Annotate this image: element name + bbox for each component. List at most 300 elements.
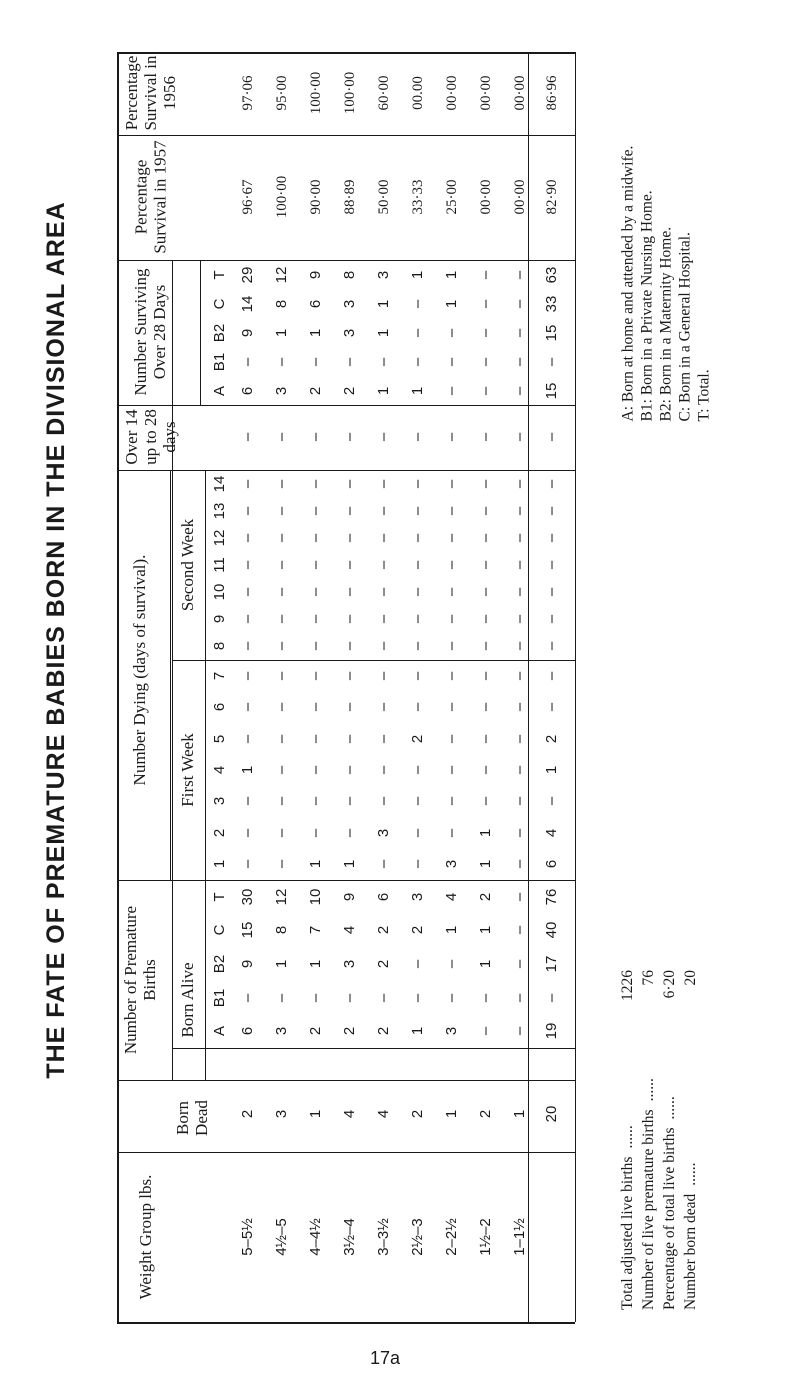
second-week-cell: – — [375, 479, 392, 488]
second-week-cell: – — [477, 506, 494, 515]
second-week-cell: – — [477, 560, 494, 570]
second-week-cell: – — [409, 479, 426, 488]
first-week-cell: – — [477, 765, 494, 775]
surviving-cell: – — [443, 357, 460, 366]
second-week-cell: – — [273, 615, 290, 624]
second-week-cell: – — [477, 587, 494, 597]
second-week-day-label: 13 — [211, 502, 228, 520]
second-week-cell: – — [443, 506, 460, 515]
born-alive-cell: 1 — [443, 926, 460, 935]
total-second-week-cell: – — [543, 642, 560, 651]
born-alive-cell: 3 — [341, 959, 358, 969]
born-alive-cell: 6 — [375, 892, 392, 901]
pct-1957-cell: 00·00 — [478, 179, 494, 215]
born-alive-cell: – — [341, 993, 358, 1002]
born-alive-cell: 6 — [239, 1027, 256, 1036]
first-week-day-label: 4 — [211, 765, 228, 775]
pct-1956-cell: 00·00 — [478, 75, 494, 111]
second-week-cell: – — [307, 506, 324, 515]
weight-group-cell: 3–3½ — [375, 1218, 392, 1256]
total-born-dead-cell: 20 — [543, 1105, 560, 1123]
first-week-cell: – — [443, 671, 460, 680]
surviving-cell: – — [307, 357, 324, 366]
surviving-cell: 1 — [375, 299, 392, 308]
first-week-cell: – — [307, 671, 324, 680]
second-week-cell: – — [307, 642, 324, 651]
first-week-cell: – — [443, 765, 460, 775]
over-14-cell: – — [443, 432, 460, 442]
total-over-14-cell: – — [543, 432, 560, 442]
total-second-week-cell: – — [543, 479, 560, 488]
surviving-cell: – — [477, 386, 494, 395]
second-week-cell: – — [341, 479, 358, 488]
first-week-cell: – — [307, 702, 324, 712]
total-second-week-cell: – — [543, 560, 560, 570]
first-week-cell: – — [273, 734, 290, 743]
summary-dots: ...... — [640, 1078, 657, 1102]
born-alive-cell: – — [443, 959, 460, 969]
surviving-cell: – — [477, 270, 494, 279]
surviving-cell: 1 — [375, 328, 392, 337]
surviving-cell: – — [477, 357, 494, 366]
born-dead-cell: 3 — [273, 1109, 290, 1119]
second-week-cell: – — [409, 587, 426, 597]
total-born-alive-cell: – — [543, 993, 560, 1002]
summary-line — [681, 970, 701, 1310]
second-week-day-label: 10 — [211, 583, 228, 601]
total-surviving-cell: 33 — [543, 295, 560, 312]
surviving-cell: 8 — [341, 270, 358, 279]
total-pct-1957-cell: 82·90 — [544, 179, 560, 215]
born-alive-cell: 2 — [341, 1027, 358, 1036]
first-week-cell: – — [409, 860, 426, 869]
surviving-cell: 6 — [239, 386, 256, 395]
surviving-cell: 1 — [307, 328, 324, 337]
over-14-cell: – — [239, 432, 256, 442]
first-week-cell: – — [511, 797, 528, 806]
second-week-cell: – — [239, 479, 256, 488]
surviving-cell: 6 — [307, 299, 324, 308]
surviving-sublabel: B1 — [211, 352, 228, 371]
total-first-week-cell: 2 — [543, 734, 560, 743]
second-week-cell: – — [443, 479, 460, 488]
table-border-right — [575, 52, 576, 1322]
first-week-cell: – — [443, 797, 460, 806]
first-week-cell: – — [511, 671, 528, 680]
first-week-cell: – — [239, 860, 256, 869]
total-surviving-cell: 15 — [543, 324, 560, 341]
second-week-cell: – — [409, 506, 426, 515]
born-alive-cell: 9 — [341, 892, 358, 901]
second-week-cell: – — [477, 533, 494, 543]
weight-group-header: Weight Group lbs. — [135, 1174, 155, 1300]
born-alive-cell: 1 — [477, 926, 494, 935]
born-alive-cell: – — [477, 1027, 494, 1036]
second-week-cell: – — [341, 506, 358, 515]
second-week-cell: – — [375, 506, 392, 515]
first-week-cell: – — [307, 797, 324, 806]
first-week-cell: – — [409, 671, 426, 680]
premature-births-header: Number of Premature Births — [121, 905, 159, 1055]
pct-1956-cell: 100·00 — [308, 71, 324, 115]
pct-1956-cell: 00·00 — [512, 75, 528, 111]
born-alive-cell: 8 — [273, 926, 290, 935]
second-week-cell: – — [477, 642, 494, 651]
first-week-cell: – — [511, 860, 528, 869]
second-week-cell: – — [443, 587, 460, 597]
page-number: 17a — [370, 1348, 401, 1368]
pct-1956-header: Percentage Survival in 1956 — [121, 55, 179, 131]
first-week-cell: – — [409, 797, 426, 806]
second-week-cell: – — [307, 587, 324, 597]
summary-line — [660, 970, 680, 1310]
total-born-alive-cell: 76 — [543, 888, 560, 906]
second-week-day-label: 12 — [211, 529, 228, 547]
surviving-cell: 1 — [409, 386, 426, 395]
second-week-cell: – — [511, 506, 528, 515]
born-alive-sublabel: B2 — [211, 954, 228, 974]
first-week-cell: 3 — [375, 828, 392, 838]
first-week-cell: – — [443, 828, 460, 838]
born-alive-cell: 2 — [375, 959, 392, 969]
total-born-alive-cell: 17 — [543, 955, 560, 973]
first-week-cell: – — [273, 671, 290, 680]
born-alive-cell: 4 — [341, 926, 358, 935]
first-week-cell: – — [477, 671, 494, 680]
first-week-cell: – — [409, 765, 426, 775]
born-alive-cell: – — [511, 1027, 528, 1036]
first-week-cell: – — [511, 765, 528, 775]
born-dead-cell: 2 — [239, 1109, 256, 1119]
legend-line: B2: Born in a Maternity Home. — [657, 226, 675, 422]
surviving-cell: – — [409, 357, 426, 366]
surviving-cell: 14 — [239, 295, 256, 312]
second-week-cell: – — [443, 615, 460, 624]
first-week-cell: – — [239, 702, 256, 712]
second-week-day-label: 11 — [211, 557, 228, 573]
first-week-cell: 1 — [477, 828, 494, 838]
summary-value: 1226 — [619, 970, 636, 1001]
first-week-header: First Week — [178, 733, 197, 807]
second-week-cell: – — [273, 642, 290, 651]
total-second-week-cell: – — [543, 533, 560, 543]
surviving-cell: – — [511, 299, 528, 308]
header-rule — [172, 880, 173, 1080]
second-week-cell: – — [375, 615, 392, 624]
second-week-cell: – — [511, 479, 528, 488]
first-week-day-label: 1 — [211, 860, 228, 869]
total-first-week-cell: – — [543, 702, 560, 712]
second-week-cell: – — [375, 587, 392, 597]
first-week-cell: – — [477, 734, 494, 743]
born-alive-sublabel: A — [211, 1026, 228, 1037]
pct-1957-cell: 96·67 — [240, 179, 256, 215]
pct-1956-cell: 95·00 — [274, 75, 290, 111]
surviving-cell: 1 — [443, 299, 460, 308]
first-week-cell: – — [307, 828, 324, 838]
second-week-cell: – — [273, 533, 290, 543]
first-week-cell: – — [443, 702, 460, 712]
born-dead-cell: 1 — [307, 1109, 324, 1119]
surviving-cell: 3 — [341, 299, 358, 308]
total-first-week-cell: 4 — [543, 828, 560, 838]
first-week-cell: 1 — [477, 860, 494, 869]
born-alive-cell: – — [307, 993, 324, 1002]
second-week-day-label: 9 — [211, 615, 228, 624]
born-alive-cell: 2 — [375, 926, 392, 935]
second-week-cell: – — [511, 615, 528, 624]
second-week-cell: – — [443, 560, 460, 570]
surviving-cell: 3 — [375, 270, 392, 279]
pct-1957-cell: 100·00 — [274, 175, 290, 219]
second-week-cell: – — [239, 642, 256, 651]
first-week-cell: – — [273, 797, 290, 806]
born-alive-cell: 2 — [477, 892, 494, 901]
second-week-cell: – — [511, 560, 528, 570]
second-week-cell: – — [341, 587, 358, 597]
second-week-cell: – — [409, 533, 426, 543]
first-week-cell: – — [341, 797, 358, 806]
pct-1956-cell: 97·06 — [240, 75, 256, 111]
first-week-cell: – — [477, 702, 494, 712]
born-alive-cell: – — [239, 993, 256, 1002]
second-week-cell: – — [307, 533, 324, 543]
first-week-cell: – — [477, 797, 494, 806]
second-week-cell: – — [511, 533, 528, 543]
total-surviving-cell: 63 — [543, 266, 560, 283]
surviving-cell: 2 — [341, 386, 358, 395]
born-alive-cell: 9 — [239, 959, 256, 969]
second-week-cell: – — [375, 533, 392, 543]
second-week-cell: – — [511, 642, 528, 651]
first-week-cell: – — [239, 797, 256, 806]
legend-line: T: Total. — [695, 369, 713, 422]
surviving-cell: – — [477, 328, 494, 337]
born-alive-cell: 30 — [239, 888, 256, 906]
first-week-cell: – — [273, 828, 290, 838]
surviving-sublabel: T — [211, 269, 228, 280]
second-week-cell: – — [511, 587, 528, 597]
surviving-cell: 12 — [273, 266, 290, 283]
first-week-day-label: 3 — [211, 797, 228, 806]
first-week-cell: 1 — [307, 860, 324, 869]
born-alive-cell: – — [511, 993, 528, 1002]
first-week-cell: – — [443, 734, 460, 743]
pct-1957-header: Percentage Survival in 1957 — [131, 140, 169, 254]
first-week-cell: 2 — [409, 734, 426, 743]
summary-label: Number of live premature births — [640, 1109, 657, 1310]
born-alive-cell: 1 — [307, 959, 324, 969]
born-alive-cell: 12 — [273, 888, 290, 906]
born-alive-cell: – — [511, 892, 528, 901]
first-week-cell: – — [511, 702, 528, 712]
surviving-sublabel: B2 — [211, 323, 228, 342]
total-second-week-cell: – — [543, 615, 560, 624]
surviving-cell: – — [511, 328, 528, 337]
header-rule — [200, 260, 201, 405]
surviving-cell: 8 — [273, 299, 290, 308]
first-week-cell: – — [375, 797, 392, 806]
surviving-sublabel: A — [211, 385, 228, 396]
born-alive-header: Born Alive — [178, 962, 197, 1038]
second-week-day-label: 14 — [211, 475, 228, 492]
surviving-cell: 1 — [273, 328, 290, 337]
first-week-cell: – — [375, 702, 392, 712]
born-alive-cell: – — [273, 993, 290, 1002]
born-alive-cell: 15 — [239, 922, 256, 939]
first-week-day-label: 7 — [211, 671, 228, 680]
over-14-cell: – — [273, 432, 290, 442]
surviving-cell: 3 — [273, 386, 290, 395]
second-week-cell: – — [409, 642, 426, 651]
second-week-header: Second Week — [178, 518, 197, 612]
first-week-cell: – — [341, 734, 358, 743]
born-alive-sublabel: C — [211, 924, 228, 936]
summary-dots: ...... — [661, 1096, 678, 1120]
total-first-week-cell: 6 — [543, 860, 560, 869]
born-alive-cell: 7 — [307, 926, 324, 935]
weight-group-cell: 3½–4 — [341, 1218, 358, 1256]
born-dead-cell: 1 — [511, 1109, 528, 1119]
born-alive-sublabel: T — [211, 892, 228, 902]
first-week-cell: 1 — [341, 860, 358, 869]
born-alive-cell: – — [477, 993, 494, 1002]
born-alive-cell: – — [409, 993, 426, 1002]
summary-dots: ...... — [682, 1162, 699, 1186]
header-rule — [205, 470, 206, 880]
born-alive-cell: 2 — [375, 1027, 392, 1036]
surviving-cell: – — [409, 328, 426, 337]
surviving-cell: 1 — [443, 270, 460, 279]
second-week-cell: – — [341, 615, 358, 624]
first-week-cell: – — [239, 828, 256, 838]
over-14-cell: – — [511, 432, 528, 442]
second-week-cell: – — [273, 587, 290, 597]
second-week-cell: – — [477, 479, 494, 488]
weight-group-cell: 1½–2 — [477, 1218, 494, 1256]
over-14-cell: – — [341, 432, 358, 442]
born-alive-cell: – — [409, 959, 426, 969]
born-dead-cell: 1 — [443, 1109, 460, 1119]
summary-line — [618, 970, 638, 1310]
section-rule — [117, 1080, 575, 1081]
born-alive-cell: 1 — [409, 1027, 426, 1036]
surviving-cell: 1 — [409, 270, 426, 279]
first-week-cell: 3 — [443, 860, 460, 869]
first-week-cell: – — [341, 702, 358, 712]
surviving-cell: – — [409, 299, 426, 308]
summary-label: Number born dead — [682, 1193, 699, 1310]
first-week-cell: – — [307, 734, 324, 743]
born-alive-cell: 1 — [477, 959, 494, 969]
section-rule — [117, 135, 575, 136]
born-alive-sublabel: B1 — [211, 988, 228, 1007]
over-14-cell: – — [409, 432, 426, 442]
over-14-cell: – — [307, 432, 324, 442]
second-week-cell: – — [341, 642, 358, 651]
pct-1957-cell: 90·00 — [308, 179, 324, 215]
first-week-day-label: 2 — [211, 828, 228, 838]
first-week-cell: – — [341, 671, 358, 680]
born-dead-cell: 2 — [409, 1109, 426, 1119]
first-week-cell: – — [375, 860, 392, 869]
surviving-header: Number Surviving Over 28 Days — [131, 268, 169, 396]
weight-group-cell: 2½–3 — [409, 1218, 426, 1256]
first-week-cell: – — [511, 828, 528, 838]
born-alive-cell: 3 — [273, 1027, 290, 1036]
second-week-cell: – — [307, 479, 324, 488]
second-week-cell: – — [239, 587, 256, 597]
first-week-cell: – — [511, 734, 528, 743]
summary-label: Percentage of total live births — [661, 1127, 678, 1310]
surviving-sublabel: C — [211, 298, 228, 309]
legend-line: A: Born at home and attended by a midwife. — [619, 145, 637, 422]
surviving-cell: – — [341, 357, 358, 366]
legend-line: C: Born in a General Hospital. — [676, 232, 694, 422]
born-alive-cell: 1 — [273, 959, 290, 969]
first-week-cell: – — [375, 765, 392, 775]
weight-group-cell: 2–2½ — [443, 1218, 460, 1256]
born-alive-cell: 3 — [409, 892, 426, 901]
second-week-cell: – — [273, 506, 290, 515]
first-week-cell: – — [273, 765, 290, 775]
pct-1957-cell: 50·00 — [376, 179, 392, 215]
pct-1957-cell: 33·33 — [410, 179, 426, 215]
header-rule — [170, 470, 171, 880]
surviving-cell: – — [273, 357, 290, 366]
first-week-cell: – — [341, 765, 358, 775]
weight-group-cell: 5–5½ — [239, 1218, 256, 1256]
born-alive-cell: – — [443, 993, 460, 1002]
first-week-cell: – — [307, 765, 324, 775]
first-week-cell: – — [375, 671, 392, 680]
pct-1957-cell: 88·89 — [342, 179, 358, 215]
pct-1956-cell: 00·00 — [444, 75, 460, 111]
second-week-cell: – — [409, 560, 426, 570]
first-week-day-label: 6 — [211, 702, 228, 712]
second-week-cell: – — [239, 560, 256, 570]
first-week-cell: – — [273, 860, 290, 869]
born-dead-header: Born Dead — [173, 1100, 211, 1136]
pct-1957-cell: 25·00 — [444, 179, 460, 215]
first-week-cell: – — [409, 828, 426, 838]
second-week-cell: – — [341, 560, 358, 570]
born-dead-cell: 4 — [375, 1109, 392, 1119]
second-week-cell: – — [307, 615, 324, 624]
born-dead-cell: 4 — [341, 1109, 358, 1119]
surviving-cell: 29 — [239, 266, 256, 283]
total-second-week-cell: – — [543, 506, 560, 515]
total-first-week-cell: – — [543, 671, 560, 680]
surviving-cell: 9 — [239, 328, 256, 337]
second-week-cell: – — [273, 560, 290, 570]
born-dead-cell: 2 — [477, 1109, 494, 1119]
total-first-week-cell: 1 — [543, 765, 560, 775]
total-born-alive-cell: 19 — [543, 1022, 560, 1040]
surviving-cell: – — [511, 386, 528, 395]
second-week-day-label: 8 — [211, 642, 228, 651]
pct-1956-cell: 00.00 — [410, 76, 426, 110]
total-first-week-cell: – — [543, 797, 560, 806]
over-14-header: Over 14 up to 28 days — [121, 409, 179, 465]
first-week-cell: – — [409, 702, 426, 712]
summary-line — [639, 970, 659, 1310]
second-week-cell: – — [375, 642, 392, 651]
surviving-cell: – — [477, 299, 494, 308]
born-alive-cell: 10 — [307, 888, 324, 906]
summary-dots: ...... — [619, 1125, 636, 1149]
born-alive-cell: – — [511, 926, 528, 935]
